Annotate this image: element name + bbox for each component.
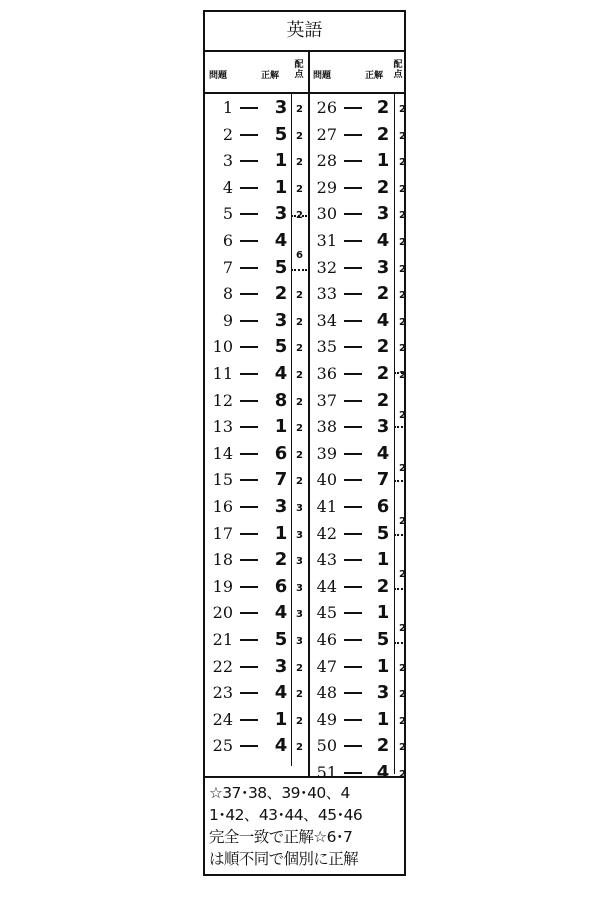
- question-number: 9: [222, 310, 233, 330]
- correct-answer: 1: [274, 416, 288, 438]
- correct-answer: 3: [376, 416, 390, 438]
- correct-answer: 1: [376, 602, 390, 624]
- correct-answer: 5: [274, 629, 288, 650]
- dash: [240, 533, 258, 535]
- dash: [240, 506, 258, 508]
- answer-row: [311, 175, 406, 201]
- dash: [344, 160, 362, 162]
- points: 6: [296, 250, 303, 262]
- correct-answer: 5: [274, 256, 288, 278]
- points: 2: [296, 742, 303, 754]
- question-number: 19: [212, 576, 233, 596]
- dash: [240, 160, 258, 162]
- points: 2: [296, 316, 303, 328]
- points: 2: [399, 183, 406, 195]
- points: 3: [296, 503, 303, 514]
- answer-row: [207, 574, 307, 600]
- correct-answer: 4: [376, 230, 390, 251]
- question-number: 13: [212, 417, 233, 437]
- answer-row: [311, 308, 406, 334]
- dash: [240, 400, 258, 402]
- correct-answer: 4: [376, 309, 390, 331]
- dash: [344, 719, 362, 721]
- answer-row: [311, 361, 406, 387]
- answer-row: [207, 467, 307, 493]
- answer-row: [311, 334, 406, 360]
- answer-row: [311, 388, 406, 421]
- dash: [344, 692, 362, 694]
- points-rule-right: [394, 94, 395, 774]
- answer-row: [311, 95, 406, 121]
- correct-answer: 4: [376, 762, 390, 783]
- correct-answer: 4: [376, 442, 390, 464]
- dash: [344, 745, 362, 747]
- question-number: 30: [316, 204, 337, 224]
- question-number: 28: [316, 151, 337, 171]
- points: 2: [296, 343, 303, 355]
- scoring-note: [209, 782, 402, 870]
- correct-answer: 4: [274, 682, 288, 704]
- question-number: 14: [212, 443, 233, 463]
- question-number: 42: [316, 523, 337, 543]
- answer-row: [311, 414, 406, 440]
- dash: [240, 293, 258, 295]
- points: 2: [399, 715, 406, 727]
- answer-row: [311, 494, 406, 528]
- correct-answer: 2: [376, 363, 390, 384]
- answer-row: [311, 148, 406, 174]
- group-separator: [394, 372, 406, 374]
- question-number: 31: [316, 231, 337, 250]
- answer-row: [311, 733, 406, 759]
- correct-answer: 2: [376, 123, 390, 145]
- answer-row: [311, 627, 406, 653]
- dash: [240, 187, 258, 189]
- question-number: 17: [212, 523, 233, 543]
- correct-answer: 2: [376, 389, 390, 411]
- answer-row: [311, 281, 406, 307]
- question-number: 48: [316, 683, 337, 703]
- dash: [344, 586, 362, 588]
- question-number: 29: [316, 177, 337, 197]
- dash: [240, 479, 258, 481]
- question-number: 33: [316, 284, 337, 304]
- points: 2: [296, 715, 303, 727]
- points-rule-left: [291, 94, 292, 766]
- answer-row: [207, 494, 307, 520]
- points: 2: [399, 263, 406, 275]
- question-number: 51: [316, 763, 337, 782]
- answer-row: [207, 228, 307, 262]
- answer-row: [207, 281, 307, 307]
- answer-row: [207, 361, 307, 387]
- question-number: 43: [316, 550, 337, 570]
- question-number: 11: [212, 364, 233, 383]
- dash: [344, 612, 362, 614]
- header-points-right: 配点: [393, 60, 403, 80]
- answer-row: [207, 122, 307, 148]
- group-separator: [394, 642, 406, 644]
- points: 2: [296, 370, 303, 381]
- question-number: 25: [212, 736, 233, 756]
- answer-row: [207, 441, 307, 467]
- question-number: 8: [222, 284, 233, 304]
- dash: [344, 107, 362, 109]
- points: 2: [399, 689, 406, 701]
- correct-answer: 5: [376, 629, 390, 650]
- answer-row: [311, 547, 406, 581]
- answer-row: [311, 201, 406, 227]
- points: 2: [296, 476, 303, 488]
- correct-answer: 1: [274, 522, 288, 544]
- correct-answer: 3: [376, 682, 390, 704]
- answer-row: [207, 521, 307, 547]
- correct-answer: 1: [376, 150, 390, 172]
- correct-answer: 5: [274, 336, 288, 358]
- points: 2: [399, 742, 406, 754]
- correct-answer: 6: [376, 496, 390, 517]
- correct-answer: 3: [274, 203, 288, 225]
- question-number: 46: [316, 630, 337, 649]
- dash: [344, 479, 362, 481]
- points: 2: [296, 157, 303, 169]
- dash: [344, 400, 362, 402]
- group-separator: [394, 426, 406, 428]
- question-number: 38: [316, 417, 337, 437]
- dash: [240, 559, 258, 561]
- dash: [240, 107, 258, 109]
- note-line: は順不同で個別に正解: [209, 850, 359, 868]
- answer-row: [207, 388, 307, 414]
- points: 2: [399, 769, 406, 780]
- correct-answer: 2: [376, 176, 390, 198]
- question-number: 1: [222, 98, 233, 117]
- header-points-left: 配点: [294, 60, 304, 80]
- points: 3: [296, 636, 303, 647]
- question-number: 15: [212, 470, 233, 490]
- points: 3: [296, 556, 303, 568]
- points: 2: [296, 210, 303, 222]
- header-question-left: 問題: [209, 71, 228, 81]
- correct-answer: 1: [376, 655, 390, 677]
- question-number: 36: [316, 364, 337, 383]
- answer-row: [207, 654, 307, 680]
- dash: [240, 346, 258, 348]
- points: 3: [296, 529, 303, 541]
- points: 2: [399, 290, 406, 302]
- dash: [240, 719, 258, 721]
- points: 3: [296, 609, 303, 621]
- dash: [344, 559, 362, 561]
- header-answer-right: 正解: [365, 71, 384, 81]
- dash: [344, 293, 362, 295]
- dash: [240, 320, 258, 322]
- note-line: 完全一致で正解☆6･7: [209, 828, 353, 846]
- correct-answer: 3: [274, 655, 288, 677]
- answer-row: [311, 600, 406, 634]
- dash: [344, 772, 362, 774]
- answer-row: [207, 148, 307, 174]
- correct-answer: 4: [274, 363, 288, 384]
- points: 2: [399, 569, 406, 581]
- answer-row: [311, 680, 406, 706]
- correct-answer: 3: [376, 256, 390, 278]
- dash: [344, 346, 362, 348]
- question-number: 16: [212, 497, 233, 516]
- correct-answer: 3: [274, 309, 288, 331]
- correct-answer: 1: [274, 708, 288, 730]
- dash: [240, 586, 258, 588]
- dash: [344, 506, 362, 508]
- answer-row: [207, 733, 307, 759]
- answer-row: [207, 547, 307, 573]
- correct-answer: 7: [376, 469, 390, 491]
- correct-answer: 4: [274, 230, 288, 251]
- dash: [344, 134, 362, 136]
- points: 2: [296, 662, 303, 674]
- dash: [240, 134, 258, 136]
- correct-answer: 2: [376, 97, 390, 118]
- answer-row: [207, 600, 307, 626]
- points: 2: [296, 130, 303, 142]
- column-header: [205, 50, 404, 94]
- answer-row: [311, 467, 406, 493]
- question-number: 23: [212, 683, 233, 703]
- question-number: 27: [316, 124, 337, 144]
- points: 2: [296, 396, 303, 408]
- correct-answer: 1: [376, 708, 390, 730]
- points: 2: [399, 237, 406, 248]
- question-number: 34: [316, 310, 337, 330]
- correct-answer: 7: [274, 469, 288, 491]
- dash: [240, 373, 258, 375]
- dash: [344, 240, 362, 242]
- question-number: 12: [212, 390, 233, 410]
- answer-row: [207, 95, 307, 121]
- question-number: 21: [212, 630, 233, 649]
- points: 2: [399, 130, 406, 142]
- points: 2: [296, 423, 303, 435]
- answer-row: [207, 255, 307, 281]
- dash: [344, 187, 362, 189]
- question-number: 7: [222, 257, 233, 277]
- header-answer-left: 正解: [261, 71, 280, 81]
- correct-answer: 2: [274, 549, 288, 571]
- correct-answer: 4: [274, 602, 288, 624]
- correct-answer: 2: [376, 735, 390, 757]
- question-number: 5: [222, 204, 233, 224]
- question-number: 6: [222, 231, 233, 250]
- dash: [240, 692, 258, 694]
- answer-row: [311, 228, 406, 254]
- answer-row: [207, 627, 307, 653]
- points: 2: [399, 516, 406, 528]
- dash: [344, 533, 362, 535]
- dash: [240, 267, 258, 269]
- points: 2: [296, 689, 303, 701]
- question-number: 44: [316, 576, 337, 596]
- answer-row: [207, 308, 307, 334]
- correct-answer: 3: [274, 496, 288, 517]
- dash: [240, 612, 258, 614]
- correct-answer: 6: [274, 442, 288, 464]
- question-number: 32: [316, 257, 337, 277]
- question-number: 4: [222, 177, 233, 197]
- answer-row: [311, 654, 406, 680]
- answer-row: [207, 175, 307, 201]
- answer-row: [207, 414, 307, 440]
- correct-answer: 5: [376, 522, 390, 544]
- note-line: ☆37･38、39･40、4: [209, 784, 350, 802]
- correct-answer: 4: [274, 735, 288, 757]
- column-divider: [308, 50, 310, 776]
- question-number: 10: [212, 337, 233, 357]
- dash: [344, 320, 362, 322]
- points: 2: [296, 104, 303, 115]
- dash: [240, 426, 258, 428]
- question-number: 37: [316, 390, 337, 410]
- group-separator: [394, 588, 406, 590]
- header-question-right: 問題: [313, 71, 332, 81]
- question-number: 39: [316, 443, 337, 463]
- dash: [240, 213, 258, 215]
- question-number: 40: [316, 470, 337, 490]
- points: 3: [296, 582, 303, 594]
- points: 2: [399, 409, 406, 421]
- note-separator: [205, 776, 404, 778]
- correct-answer: 1: [376, 549, 390, 571]
- points: 2: [399, 316, 406, 328]
- question-number: 45: [316, 603, 337, 623]
- group-separator: [394, 480, 406, 482]
- dash: [344, 639, 362, 641]
- dash: [344, 213, 362, 215]
- correct-answer: 2: [376, 283, 390, 305]
- correct-answer: 8: [274, 389, 288, 411]
- points: 2: [399, 210, 406, 222]
- question-number: 47: [316, 656, 337, 676]
- answer-row: [207, 680, 307, 706]
- dash: [344, 426, 362, 428]
- question-number: 26: [316, 98, 337, 117]
- correct-answer: 6: [274, 575, 288, 597]
- points: 2: [399, 622, 406, 634]
- question-number: 18: [212, 550, 233, 570]
- group-separator: [291, 269, 307, 271]
- correct-answer: 3: [274, 97, 288, 118]
- dash: [240, 745, 258, 747]
- group-separator: [394, 534, 406, 536]
- question-number: 2: [222, 124, 233, 144]
- group-separator: [291, 215, 307, 217]
- points: 2: [296, 449, 303, 461]
- dash: [344, 267, 362, 269]
- question-number: 24: [212, 709, 233, 729]
- correct-answer: 3: [376, 203, 390, 225]
- points: 2: [296, 290, 303, 302]
- correct-answer: 2: [376, 336, 390, 358]
- correct-answer: 2: [274, 283, 288, 305]
- question-number: 35: [316, 337, 337, 357]
- answer-row: [207, 334, 307, 360]
- answer-row: [311, 707, 406, 733]
- answer-key-sheet: [203, 10, 406, 876]
- dash: [240, 453, 258, 455]
- question-number: 20: [212, 603, 233, 623]
- correct-answer: 5: [274, 123, 288, 145]
- dash: [344, 453, 362, 455]
- answer-row: [311, 521, 406, 547]
- dash: [344, 666, 362, 668]
- dash: [240, 240, 258, 242]
- question-number: 41: [316, 497, 337, 516]
- points: 2: [296, 183, 303, 195]
- answer-row: [207, 707, 307, 733]
- points: 2: [399, 104, 406, 115]
- correct-answer: 2: [376, 575, 390, 597]
- points: 2: [399, 662, 406, 674]
- dash: [240, 666, 258, 668]
- question-number: 22: [212, 656, 233, 676]
- answer-row: [311, 574, 406, 600]
- question-number: 3: [222, 151, 233, 171]
- subject-title: 英語: [205, 12, 404, 52]
- note-line: 1･42、43･44、45･46: [209, 806, 363, 824]
- points: 2: [399, 343, 406, 355]
- points: 2: [399, 370, 406, 381]
- answer-row: [311, 255, 406, 281]
- points: 2: [399, 157, 406, 169]
- correct-answer: 1: [274, 150, 288, 172]
- correct-answer: 1: [274, 176, 288, 198]
- answer-row: [311, 122, 406, 148]
- question-number: 50: [316, 736, 337, 756]
- dash: [240, 639, 258, 641]
- question-number: 49: [316, 709, 337, 729]
- dash: [344, 373, 362, 375]
- answer-row: [311, 441, 406, 475]
- points: 2: [399, 463, 406, 475]
